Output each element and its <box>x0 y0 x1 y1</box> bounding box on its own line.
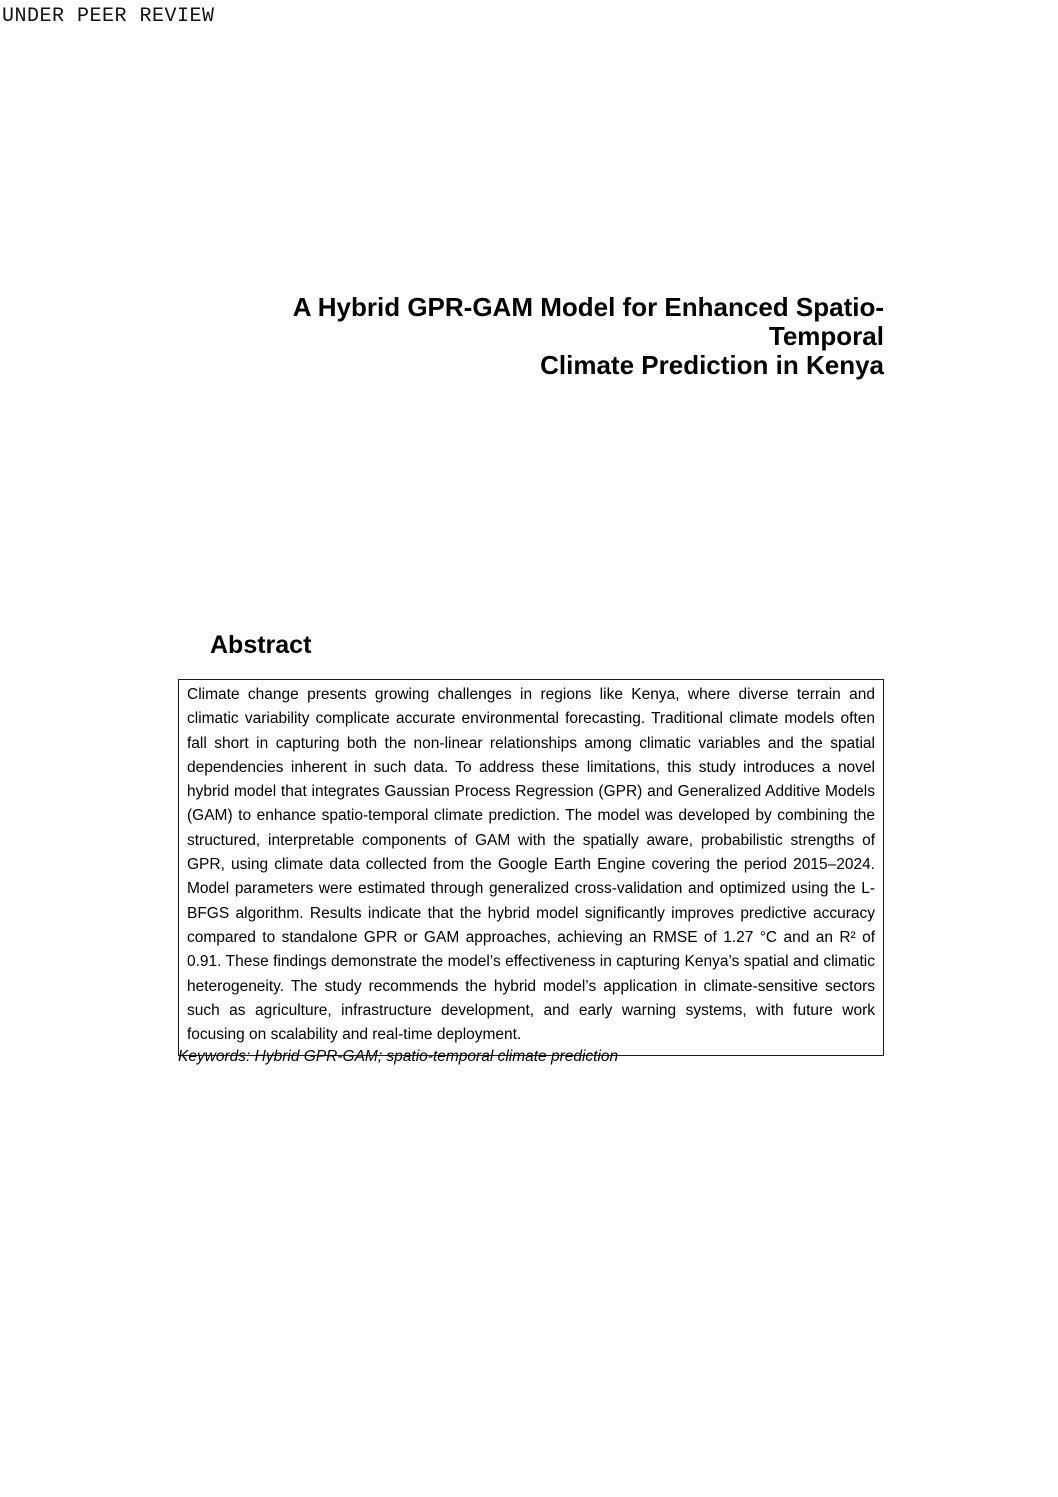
peer-review-banner: UNDER PEER REVIEW <box>2 5 215 28</box>
abstract-text: Climate change presents growing challenges in regions like Kenya, where diverse terrain and climatic variability complicate accurate environmental forecasting. Traditional climate models often fall short in capturing both the non-linear relationships among climatic variables and the spatial dependencies inherent in such data. To address these limitations, this study introduces a novel hybrid model that integrates Gaussian Process Regression (GPR) and Generalized Additive Models (GAM) to enhance spatio-temporal climate prediction. The model was developed by combining the structured, interpretable components of GAM with the spatially aware, probabilistic strengths of GPR, using climate data collected from the Google Earth Engine covering the period 2015–2024. Model parameters were estimated through generalized cross-validation and optimized using the L-BFGS algorithm. Results indicate that the hybrid model significantly improves predictive accuracy compared to standalone GPR or GAM approaches, achieving an RMSE of 1.27 °C and an R² of 0.91. These findings demonstrate the model’s effectiveness in capturing Kenya’s spatial and climatic heterogeneity. The study recommends the hybrid model’s application in climate-sensitive sectors such as agriculture, infrastructure development, and early warning systems, with future work focusing on scalability and real-time deployment. <box>187 686 875 1044</box>
abstract-box <box>178 679 884 1056</box>
paper-title <box>178 293 884 380</box>
abstract-heading: Abstract <box>210 631 312 659</box>
keywords-line: Keywords: Hybrid GPR-GAM; spatio-temporal climate prediction <box>178 1048 619 1065</box>
paper-title-line-2: Climate Prediction in Kenya <box>540 350 884 380</box>
paper-title-line-1: A Hybrid GPR-GAM Model for Enhanced Spatio-Temporal <box>292 292 884 351</box>
